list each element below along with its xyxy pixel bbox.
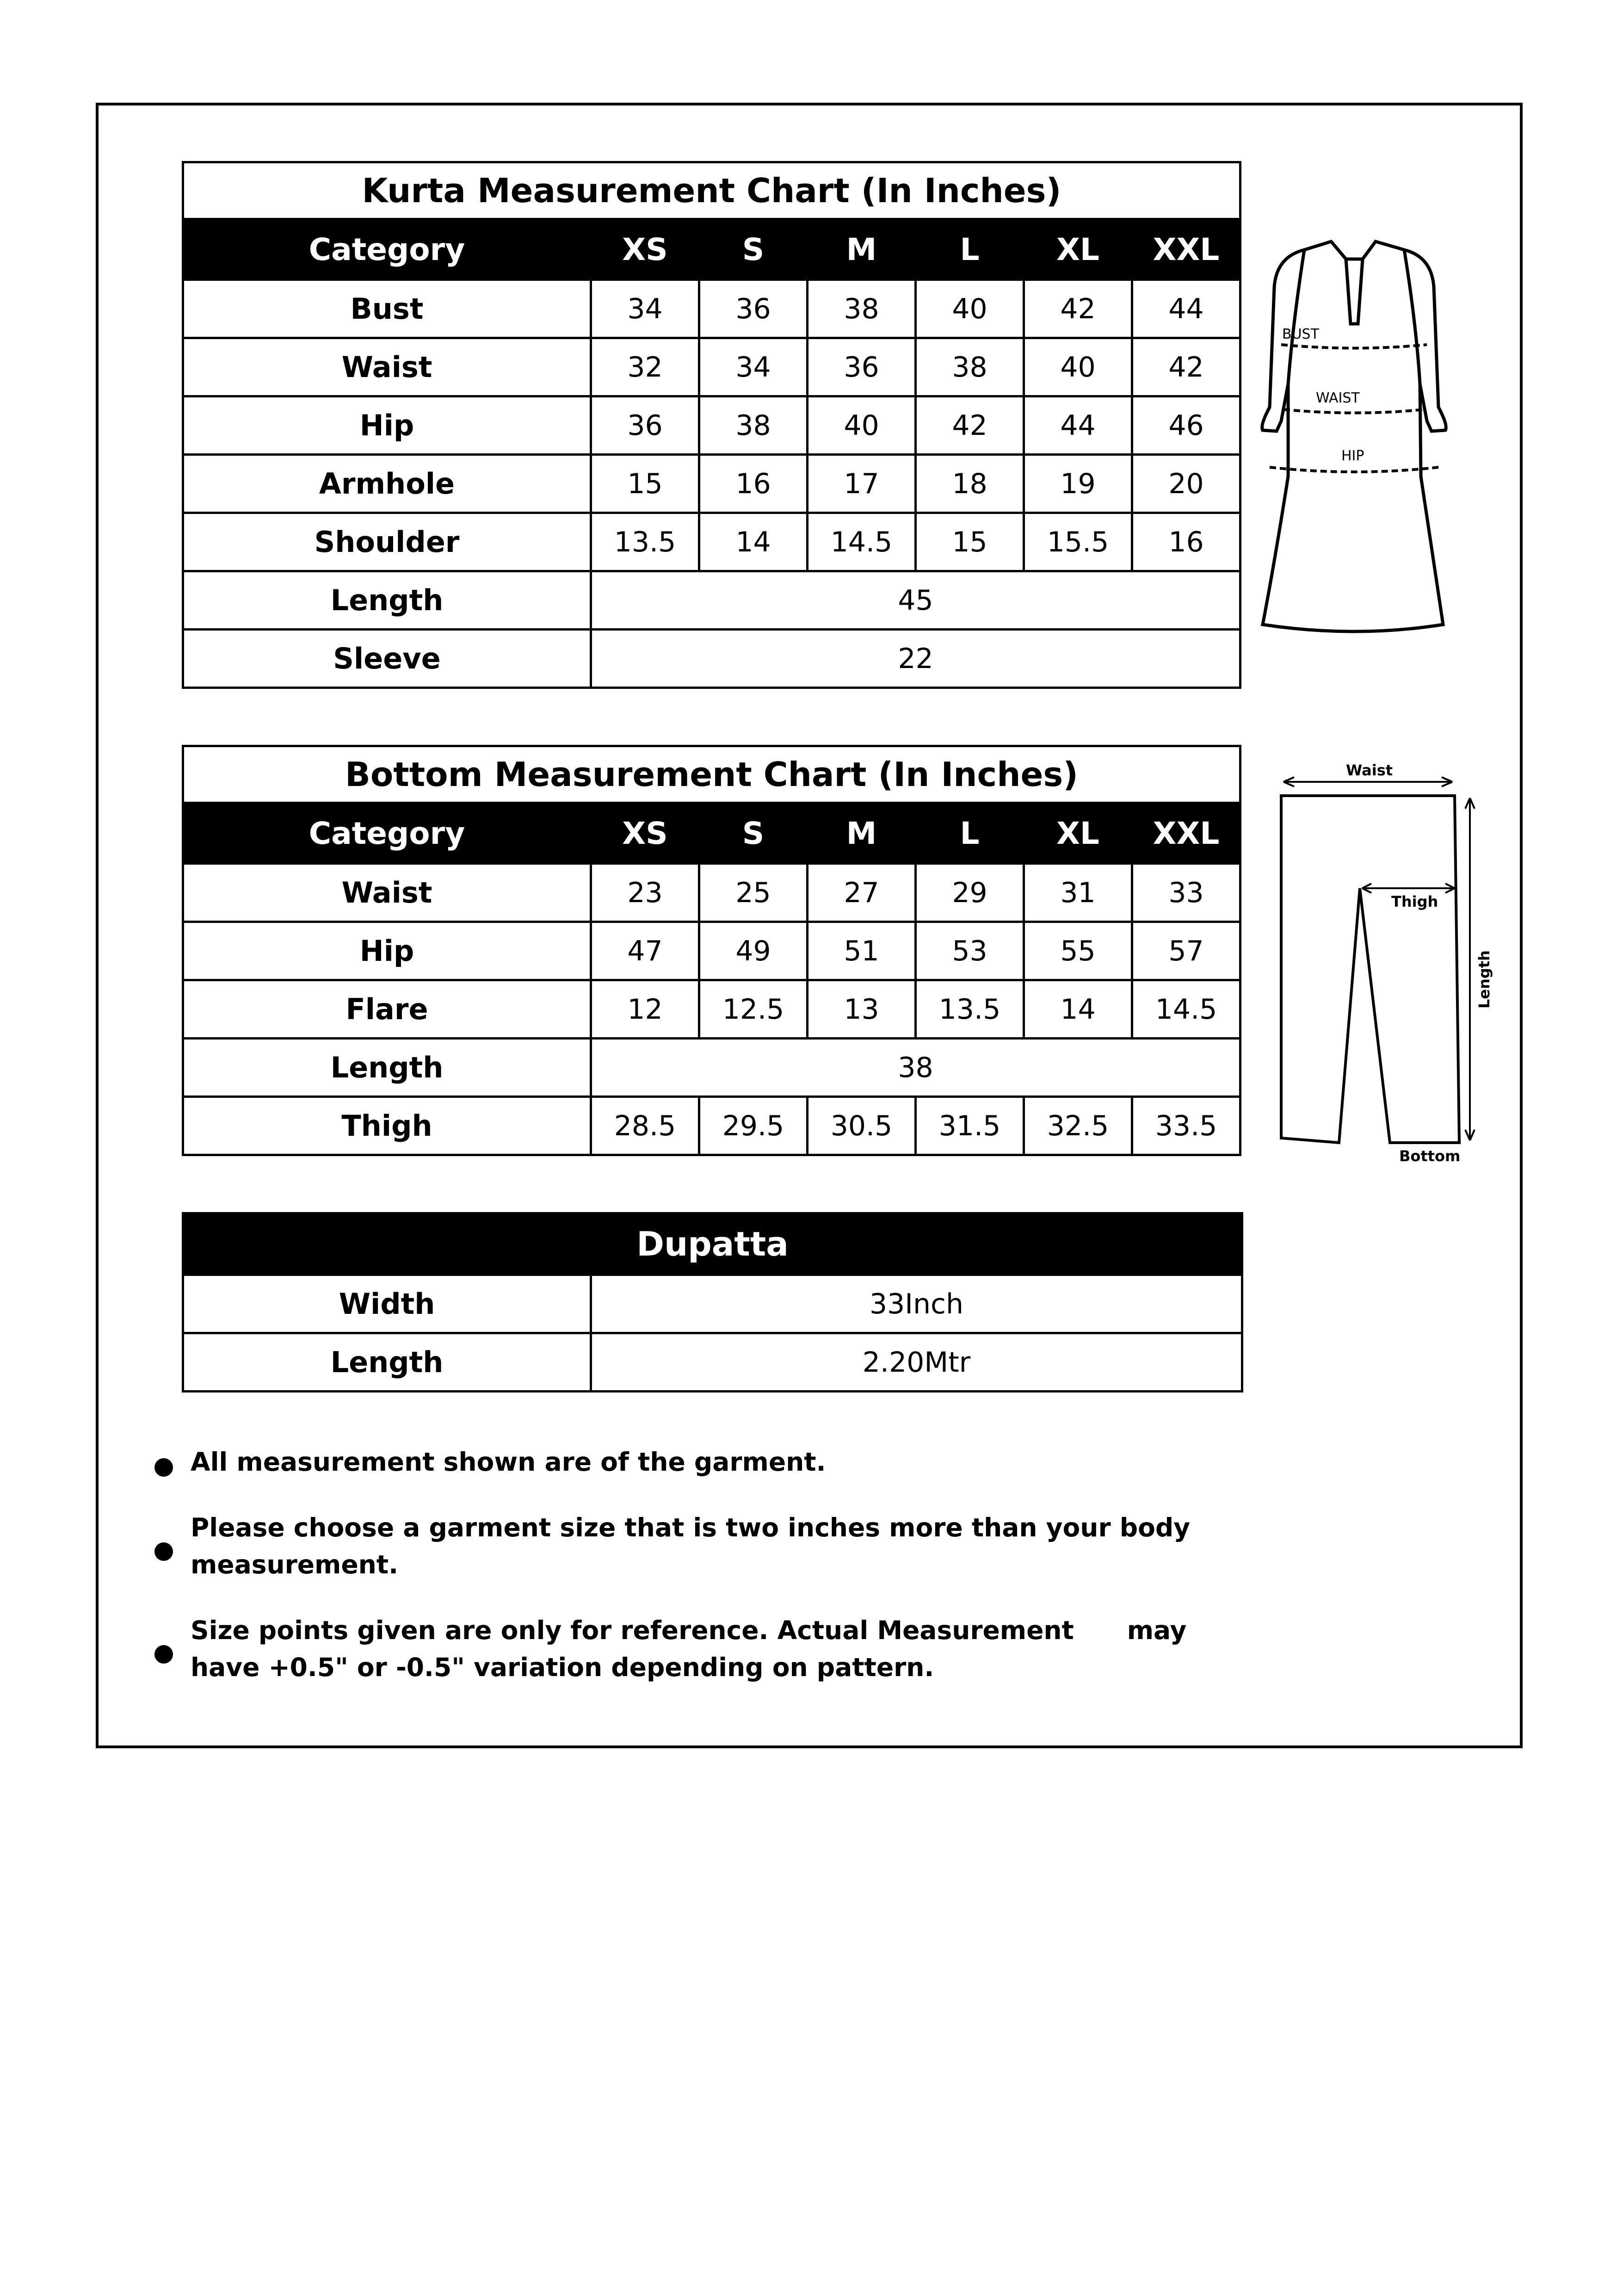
value-cell: 12.5 xyxy=(699,980,808,1039)
kurta-waist-label: WAIST xyxy=(1316,390,1360,406)
header-cell: XS xyxy=(591,219,699,280)
category-cell: Length xyxy=(183,1333,591,1392)
value-cell: 17 xyxy=(808,455,916,513)
header-cell: L xyxy=(916,219,1024,280)
category-cell: Waist xyxy=(183,864,591,922)
bottom-header-row xyxy=(183,803,1240,864)
value-cell: 15.5 xyxy=(1024,513,1132,571)
header-cell: L xyxy=(916,803,1024,864)
pants-thigh-label: Thigh xyxy=(1391,893,1438,910)
category-cell: Width xyxy=(183,1275,591,1333)
value-cell: 28.5 xyxy=(591,1097,699,1155)
value-cell: 38 xyxy=(699,396,808,455)
kurta-header-row xyxy=(183,219,1240,280)
value-cell: 40 xyxy=(916,280,1024,338)
value-cell: 33 xyxy=(1132,864,1240,922)
value-cell: 31 xyxy=(1024,864,1132,922)
kurta-chart-title: Kurta Measurement Chart (In Inches) xyxy=(183,162,1240,219)
category-cell: Bust xyxy=(183,280,591,338)
header-cell: Category xyxy=(183,219,591,280)
header-cell: M xyxy=(808,219,916,280)
note-text: All measurement shown are of the garment. xyxy=(191,1447,826,1477)
pants-waist-label: Waist xyxy=(1346,761,1393,779)
value-cell: 13.5 xyxy=(591,513,699,571)
value-cell: 45 xyxy=(591,571,1240,630)
value-cell: 29.5 xyxy=(699,1097,808,1155)
table-row xyxy=(183,571,1240,630)
value-cell: 44 xyxy=(1024,396,1132,455)
value-cell: 44 xyxy=(1132,280,1240,338)
dupatta-table xyxy=(182,1212,1243,1392)
pants-length-label: Length xyxy=(1475,950,1493,1009)
bottom-measurement-table xyxy=(182,745,1241,1156)
category-cell: Waist xyxy=(183,338,591,396)
pants-diagram xyxy=(1267,759,1499,1175)
value-cell: 16 xyxy=(699,455,808,513)
kurta-diagram xyxy=(1249,231,1462,648)
value-cell: 34 xyxy=(591,280,699,338)
value-cell: 30.5 xyxy=(808,1097,916,1155)
value-cell: 15 xyxy=(916,513,1024,571)
notes-list xyxy=(148,1443,1258,1714)
header-cell: XL xyxy=(1024,219,1132,280)
bullet-icon xyxy=(154,1645,173,1664)
value-cell: 42 xyxy=(1132,338,1240,396)
value-cell: 14.5 xyxy=(808,513,916,571)
value-cell: 25 xyxy=(699,864,808,922)
value-cell: 51 xyxy=(808,922,916,980)
table-row xyxy=(183,455,1240,513)
value-cell: 38 xyxy=(916,338,1024,396)
value-cell: 14.5 xyxy=(1132,980,1240,1039)
value-cell: 33.5 xyxy=(1132,1097,1240,1155)
list-item xyxy=(148,1443,1258,1480)
header-cell: M xyxy=(808,803,916,864)
category-cell: Sleeve xyxy=(183,630,591,688)
header-cell: S xyxy=(699,803,808,864)
value-cell: 14 xyxy=(699,513,808,571)
table-row xyxy=(183,1333,1242,1392)
value-cell: 32.5 xyxy=(1024,1097,1132,1155)
category-cell: Armhole xyxy=(183,455,591,513)
value-cell: 40 xyxy=(808,396,916,455)
header-cell: XS xyxy=(591,803,699,864)
value-cell: 36 xyxy=(591,396,699,455)
table-row xyxy=(183,1097,1240,1155)
kurta-bust-label: BUST xyxy=(1282,326,1319,342)
category-cell: Flare xyxy=(183,980,591,1039)
category-cell: Thigh xyxy=(183,1097,591,1155)
value-cell: 29 xyxy=(916,864,1024,922)
bullet-icon xyxy=(154,1458,173,1477)
value-cell: 13 xyxy=(808,980,916,1039)
value-cell: 12 xyxy=(591,980,699,1039)
kurta-hip-label: HIP xyxy=(1341,448,1364,464)
value-cell: 49 xyxy=(699,922,808,980)
value-cell: 42 xyxy=(1024,280,1132,338)
value-cell: 42 xyxy=(916,396,1024,455)
value-cell: 13.5 xyxy=(916,980,1024,1039)
value-cell: 23 xyxy=(591,864,699,922)
value-cell: 34 xyxy=(699,338,808,396)
value-cell: 22 xyxy=(591,630,1240,688)
value-cell: 19 xyxy=(1024,455,1132,513)
category-cell: Hip xyxy=(183,396,591,455)
value-cell: 20 xyxy=(1132,455,1240,513)
value-cell: 18 xyxy=(916,455,1024,513)
header-cell: XXL xyxy=(1132,219,1240,280)
table-row xyxy=(183,280,1240,338)
category-cell: Hip xyxy=(183,922,591,980)
bullet-icon xyxy=(154,1542,173,1561)
value-cell: 47 xyxy=(591,922,699,980)
value-cell: 36 xyxy=(699,280,808,338)
list-item xyxy=(148,1612,1258,1686)
value-cell: 40 xyxy=(1024,338,1132,396)
value-cell: 14 xyxy=(1024,980,1132,1039)
value-cell: 53 xyxy=(916,922,1024,980)
header-cell: Category xyxy=(183,803,591,864)
dupatta-title: Dupatta xyxy=(183,1213,1242,1275)
table-row xyxy=(183,980,1240,1039)
header-cell: XL xyxy=(1024,803,1132,864)
table-row xyxy=(183,1275,1242,1333)
value-cell: 32 xyxy=(591,338,699,396)
pants-bottom-label: Bottom xyxy=(1399,1147,1461,1165)
category-cell: Length xyxy=(183,571,591,630)
table-row xyxy=(183,864,1240,922)
value-cell: 2.20Mtr xyxy=(591,1333,1242,1392)
value-cell: 55 xyxy=(1024,922,1132,980)
note-text: Size points given are only for reference. Actual Measurement may have +0.5" or -0.5" variation depending on pattern. xyxy=(191,1615,1196,1682)
value-cell: 33Inch xyxy=(591,1275,1242,1333)
value-cell: 36 xyxy=(808,338,916,396)
note-text: Please choose a garment size that is two inches more than your body measurement. xyxy=(191,1513,1191,1579)
value-cell: 57 xyxy=(1132,922,1240,980)
value-cell: 38 xyxy=(808,280,916,338)
value-cell: 31.5 xyxy=(916,1097,1024,1155)
header-cell: XXL xyxy=(1132,803,1240,864)
value-cell: 38 xyxy=(591,1039,1240,1097)
table-row xyxy=(183,922,1240,980)
value-cell: 16 xyxy=(1132,513,1240,571)
category-cell: Length xyxy=(183,1039,591,1097)
table-row xyxy=(183,1039,1240,1097)
list-item xyxy=(148,1509,1258,1583)
value-cell: 27 xyxy=(808,864,916,922)
table-row xyxy=(183,513,1240,571)
table-row xyxy=(183,338,1240,396)
table-row xyxy=(183,396,1240,455)
category-cell: Shoulder xyxy=(183,513,591,571)
value-cell: 46 xyxy=(1132,396,1240,455)
header-cell: S xyxy=(699,219,808,280)
bottom-chart-title: Bottom Measurement Chart (In Inches) xyxy=(183,746,1240,803)
value-cell: 15 xyxy=(591,455,699,513)
table-row xyxy=(183,630,1240,688)
kurta-measurement-table xyxy=(182,161,1241,689)
